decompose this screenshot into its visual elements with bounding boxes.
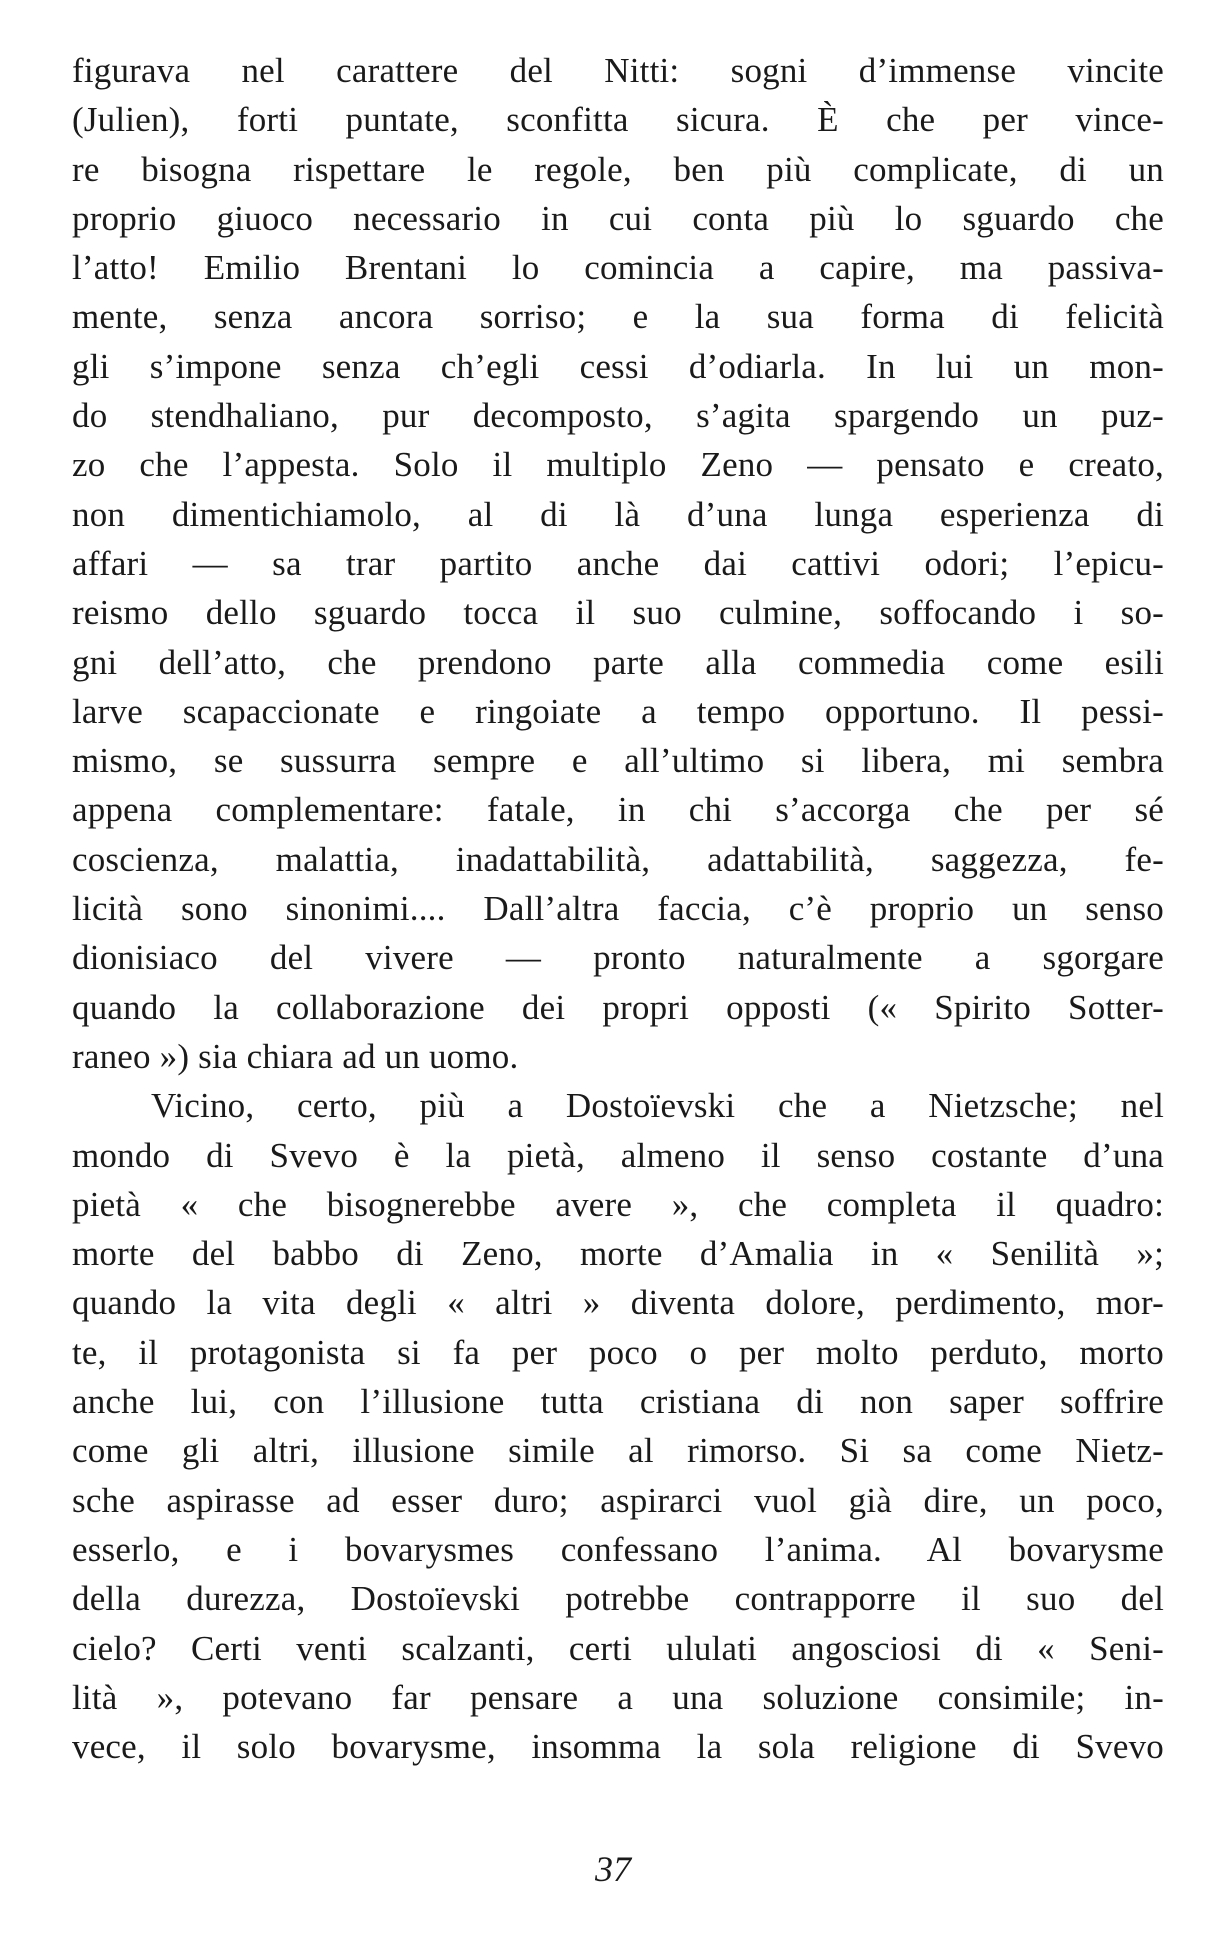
text-line: Vicino, certo, più a Dostoïevski che a Nietzsche; nel (151, 1086, 1164, 1126)
text-line: mente, senza ancora sorriso; e la sua forma di felicità (72, 297, 1164, 337)
text-line: morte del babbo di Zeno, morte d’Amalia in « Senilità »; (72, 1234, 1164, 1274)
page-number: 37 (595, 1849, 631, 1889)
text-line: zo che l’appesta. Solo il multiplo Zeno — pensato e creato, (72, 445, 1164, 485)
text-line: proprio giuoco necessario in cui conta più lo sguardo che (72, 198, 1164, 238)
text-line: anche lui, con l’illusione tutta cristiana di non saper soffrire (72, 1382, 1164, 1422)
text-line: gli s’impone senza ch’egli cessi d’odiarla. In lui un mon- (72, 346, 1164, 386)
text-line: (Julien), forti puntate, sconfitta sicura. È che per vince- (72, 100, 1164, 140)
text-line: mondo di Svevo è la pietà, almeno il senso costante d’una (72, 1135, 1164, 1175)
text-line: sche aspirasse ad esser duro; aspirarci vuol già dire, un poco, (72, 1480, 1164, 1520)
body-text (72, 46, 1164, 1771)
text-line: quando la collaborazione dei propri opposti (« Spirito Sotter- (72, 987, 1164, 1027)
text-line: pietà « che bisognerebbe avere », che completa il quadro: (72, 1184, 1164, 1224)
text-line: come gli altri, illusione simile al rimorso. Si sa come Nietz- (72, 1431, 1164, 1471)
text-line: coscienza, malattia, inadattabilità, adattabilità, saggezza, fe- (72, 839, 1164, 879)
text-line: reismo dello sguardo tocca il suo culmine, soffocando i so- (72, 593, 1164, 633)
text-line: vece, il solo bovarysme, insomma la sola religione di Svevo (72, 1727, 1164, 1767)
text-line: dionisiaco del vivere — pronto naturalmente a sgorgare (72, 938, 1164, 978)
text-line: gni dell’atto, che prendono parte alla commedia come esili (72, 642, 1164, 682)
text-line: non dimentichiamolo, al di là d’una lunga esperienza di (72, 494, 1164, 534)
text-line: appena complementare: fatale, in chi s’accorga che per sé (72, 790, 1164, 830)
text-line: lità », potevano far pensare a una soluzione consimile; in- (72, 1677, 1164, 1717)
text-line: licità sono sinonimi.... Dall’altra faccia, c’è proprio un senso (72, 889, 1164, 929)
text-line: mismo, se sussurra sempre e all’ultimo si libera, mi sembra (72, 741, 1164, 781)
text-line: re bisogna rispettare le regole, ben più complicate, di un (72, 149, 1164, 189)
text-line: larve scapaccionate e ringoiate a tempo opportuno. Il pessi- (72, 691, 1164, 731)
text-line: cielo? Certi venti scalzanti, certi ululati angosciosi di « Seni- (72, 1628, 1164, 1668)
text-line: do stendhaliano, pur decomposto, s’agita spargendo un puz- (72, 396, 1164, 436)
text-line: figurava nel carattere del Nitti: sogni d’immense vincite (72, 51, 1164, 90)
text-line: affari — sa trar partito anche dai cattivi odori; l’epicu- (72, 543, 1164, 583)
text-line: quando la vita degli « altri » diventa dolore, perdimento, mor- (72, 1283, 1164, 1323)
text-line: della durezza, Dostoïevski potrebbe contrapporre il suo del (72, 1579, 1164, 1619)
text-line: raneo ») sia chiara ad un uomo. (72, 1036, 519, 1076)
paragraph (72, 1081, 1164, 1771)
text-line: te, il protagonista si fa per poco o per molto perduto, morto (72, 1332, 1164, 1372)
text-line: esserlo, e i bovarysmes confessano l’anima. Al bovarysme (72, 1529, 1164, 1569)
paragraph (72, 46, 1164, 1081)
text-line: l’atto! Emilio Brentani lo comincia a capire, ma passiva- (72, 248, 1164, 288)
